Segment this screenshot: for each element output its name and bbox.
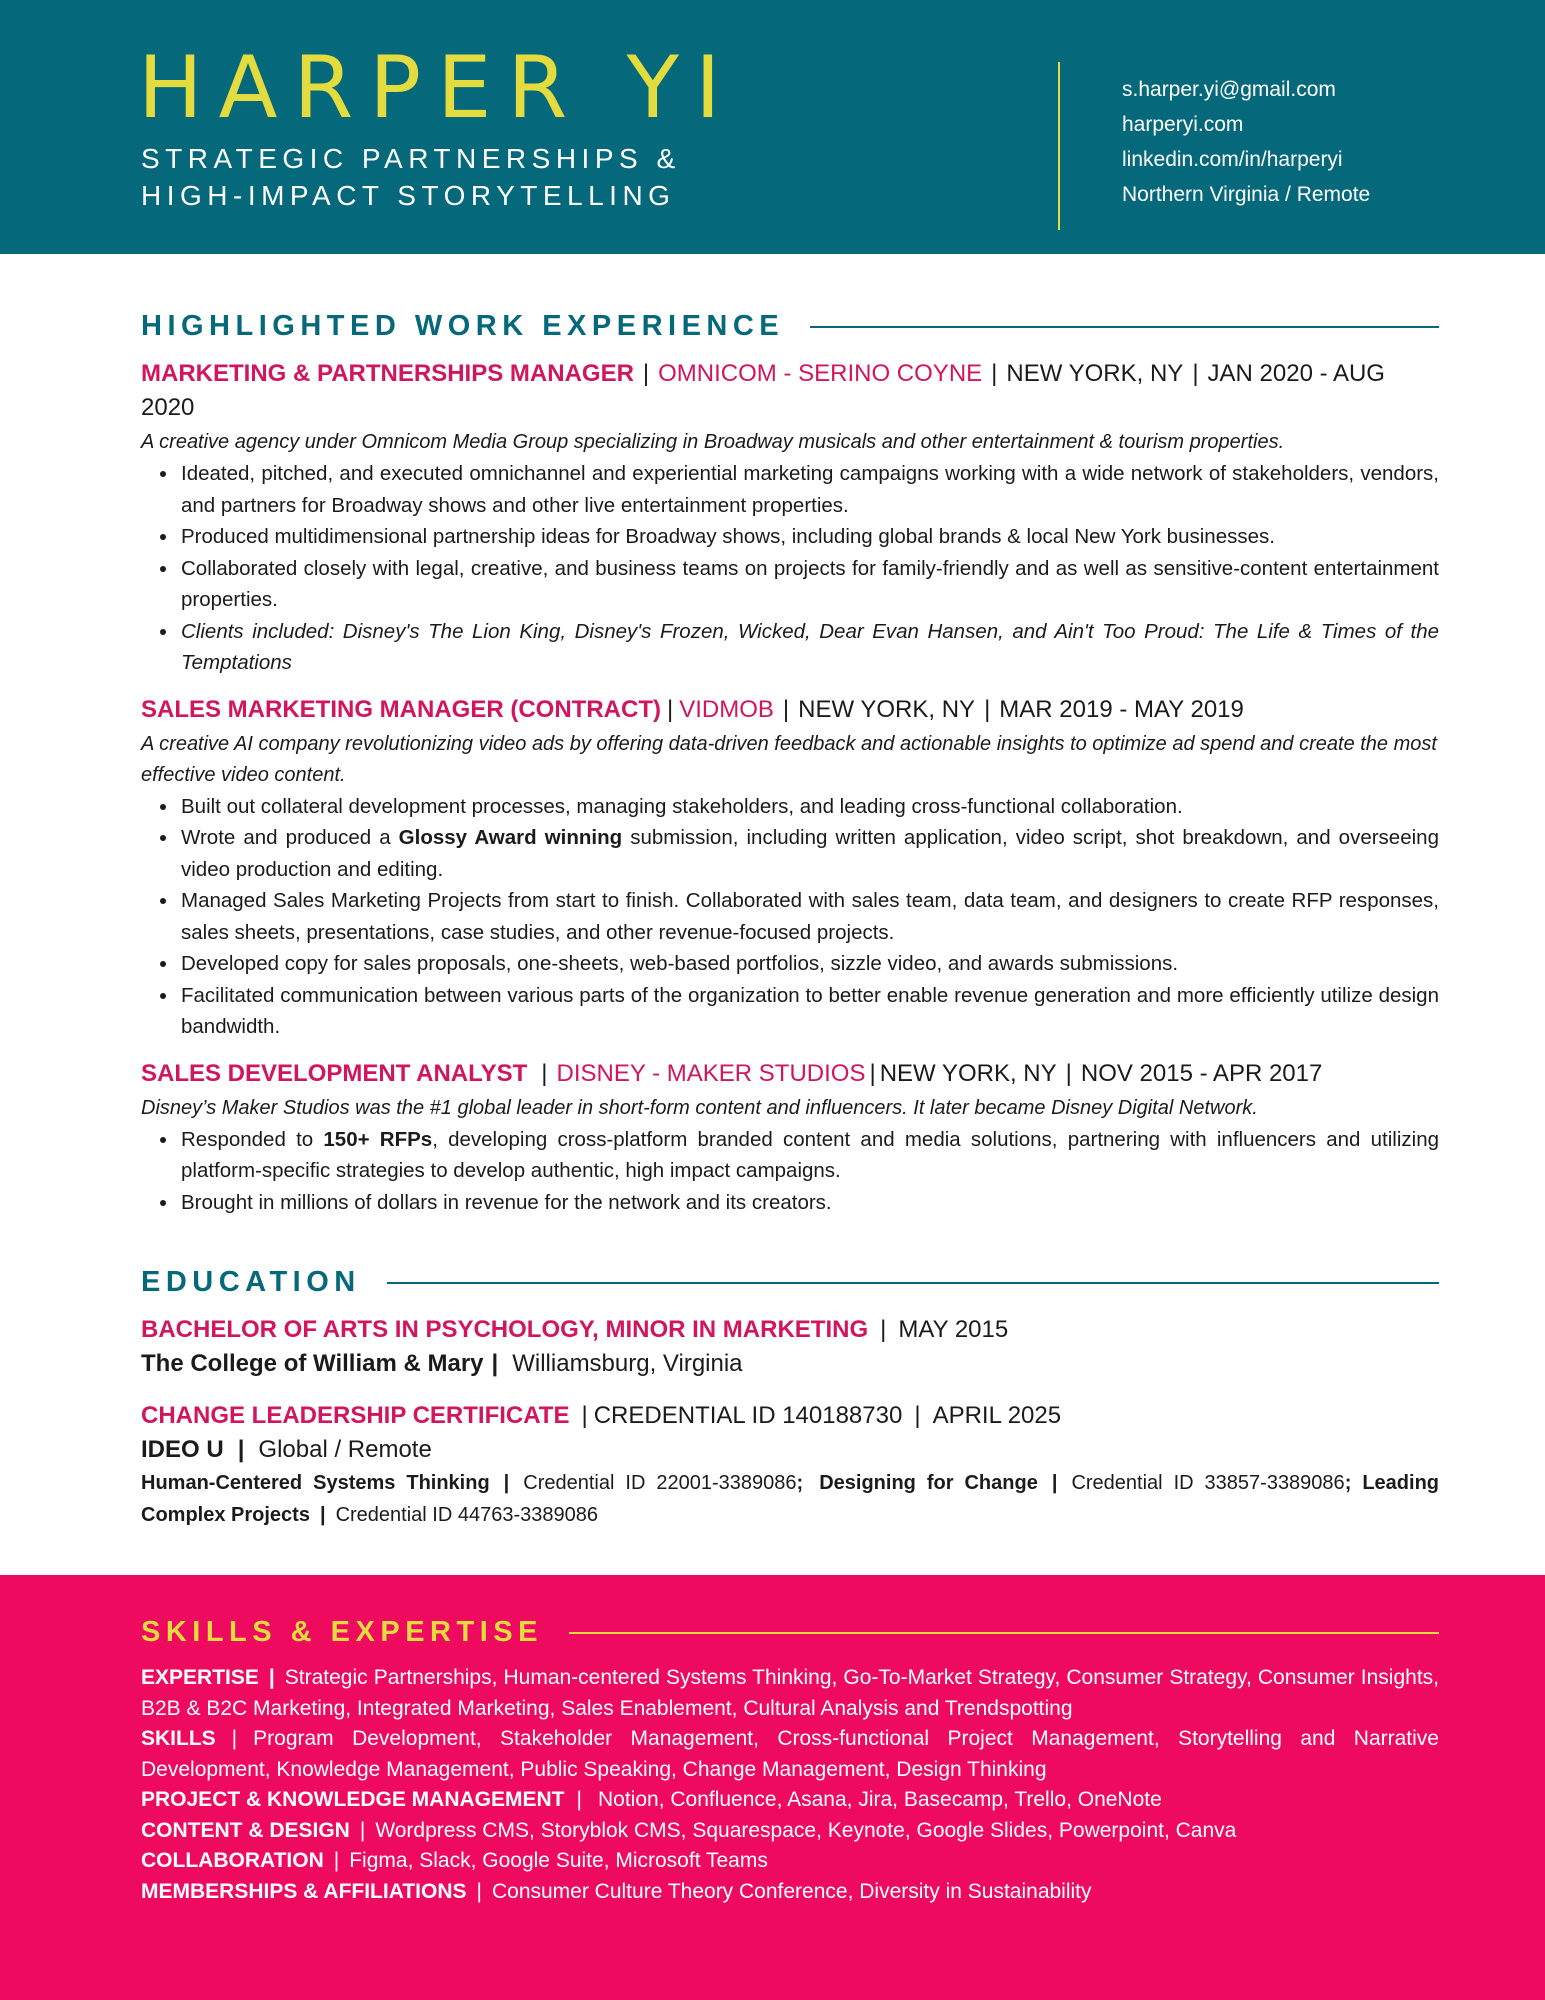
tagline: [141, 140, 1021, 214]
skill-text: Wordpress CMS, Storyblok CMS, Squarespace, Keynote, Google Slides, Powerpoint, Canva: [375, 1818, 1237, 1842]
skill-row: PROJECT & KNOWLEDGE MANAGEMENT | Notion, Confluence, Asana, Jira, Basecamp, Trello, OneNote: [141, 1788, 1162, 1811]
course-credential: Credential ID 44763-3389086: [335, 1504, 598, 1526]
award-highlight: Glossy Award winning: [398, 826, 623, 849]
skill-label: SKILLS: [141, 1727, 216, 1750]
job-location: NEW YORK, NY: [798, 695, 976, 723]
candidate-name: HARPER YI: [138, 38, 737, 138]
job-bullet: • Built out collateral development processes, managing stakeholders, and leading cross-functional collaboration.: [179, 791, 1439, 823]
skills-heading-rule: [569, 1632, 1439, 1634]
experience-heading-title: HIGHLIGHTED WORK EXPERIENCE: [141, 310, 785, 342]
experience-section: [141, 357, 1439, 1218]
job-header: SALES DEVELOPMENT ANALYST | DISNEY - MAKER STUDIOS | NEW YORK, NY | NOV 2015 - APR 2017: [141, 1059, 1323, 1087]
education-heading-rule: [387, 1282, 1439, 1284]
job-bullets: [141, 458, 1439, 679]
skill-text: Strategic Partnerships, Human-centered Systems Thinking, Go-To-Market Strategy, Consumer Strategy, Consumer Insights, B2B & B2C Marketing, Integrated Marketing, Sales Enablement, Cultural Analysis and Trendspotting: [141, 1666, 1439, 1720]
job-bullets: [141, 791, 1439, 1043]
certificate-school-line: IDEO U | Global / Remote: [141, 1436, 432, 1463]
skill-row: COLLABORATION | Figma, Slack, Google Suite, Microsoft Teams: [141, 1849, 768, 1872]
school-line: The College of William & Mary | Williamsburg, Virginia: [141, 1350, 743, 1377]
job-company: DISNEY - MAKER STUDIOS: [556, 1059, 866, 1087]
contact-website[interactable]: harperyi.com: [1122, 113, 1244, 136]
job-location: NEW YORK, NY: [1006, 360, 1184, 387]
skill-text: Consumer Culture Theory Conference, Diversity in Sustainability: [491, 1879, 1092, 1903]
course-credentials: Human-Centered Systems Thinking | Credential ID 22001-3389086; Designing for Change | Credential ID 33857-3389086; Leading Complex Projects | Credential ID 44763-3389086: [141, 1472, 1440, 1526]
school-location: Williamsburg, Virginia: [512, 1350, 743, 1377]
course-name: Leading Complex Projects: [141, 1472, 1440, 1526]
course-credential: Credential ID 33857-3389086: [1071, 1472, 1345, 1494]
certificate-school: IDEO U: [141, 1436, 224, 1463]
course-credential: Credential ID 22001-3389086: [523, 1472, 797, 1494]
tagline-line-2: HIGH-IMPACT STORYTELLING: [141, 180, 676, 211]
rfp-highlight: 150+ RFPs: [323, 1127, 433, 1151]
job-bullet: • Wrote and produced a Glossy Award winning submission, including written application, video script, shot breakdown, and overseeing video production and editing.: [179, 822, 1439, 885]
contact-location: Northern Virginia / Remote: [1122, 183, 1371, 206]
contact-info: [1122, 72, 1370, 212]
certificate-line: CHANGE LEADERSHIP CERTIFICATE | CREDENTIAL ID 140188730 | APRIL 2025: [141, 1402, 1062, 1429]
skills-heading: [141, 1616, 1439, 1649]
contact-linkedin[interactable]: linkedin.com/in/harperyi: [1122, 148, 1343, 171]
education-heading-title: EDUCATION: [141, 1266, 361, 1298]
job-title: SALES MARKETING MANAGER (CONTRACT): [141, 695, 661, 723]
certificate-date: APRIL 2025: [932, 1402, 1062, 1429]
job-description: A creative AI company revolutionizing video ads by offering data-driven feedback and actionable insights to optimize ad spend and create the most effective video content.: [141, 732, 1437, 786]
job-company: OMNICOM - SERINO COYNE: [658, 360, 983, 387]
skill-text: Program Development, Stakeholder Management, Cross-functional Project Management, Storytelling and Narrative Development, Knowledge Management, Public Speaking, Change Management, Design Thinking: [141, 1727, 1439, 1781]
job-bullets: [141, 1124, 1439, 1219]
contact-email[interactable]: s.harper.yi@gmail.com: [1122, 78, 1336, 101]
header-banner: [0, 0, 1545, 254]
job-bullet: • Facilitated communication between various parts of the organization to better enable revenue generation and more efficiently utilize design bandwidth.: [179, 980, 1439, 1043]
skill-label: COLLABORATION: [141, 1849, 324, 1872]
job-dates: NOV 2015 - APR 2017: [1080, 1059, 1323, 1087]
degree-line: BACHELOR OF ARTS IN PSYCHOLOGY, MINOR IN MARKETING | MAY 2015: [141, 1316, 1009, 1343]
skill-text: Figma, Slack, Google Suite, Microsoft Teams: [349, 1849, 768, 1872]
job-dates: JAN 2020 - AUG 2020: [141, 360, 1385, 421]
job-description: A creative agency under Omnicom Media Group specializing in Broadway musicals and other entertainment & tourism properties.: [141, 431, 1285, 453]
job-title: MARKETING & PARTNERSHIPS MANAGER: [141, 360, 634, 387]
tagline-line-1: STRATEGIC PARTNERSHIPS &: [141, 143, 681, 174]
skill-label: PROJECT & KNOWLEDGE MANAGEMENT: [141, 1788, 565, 1811]
job-dates: MAR 2019 - MAY 2019: [999, 695, 1244, 723]
job-description: Disney’s Maker Studios was the #1 global leader in short-form content and influencers. It later became Disney Digital Network.: [141, 1096, 1258, 1119]
job-bullet: • Developed copy for sales proposals, one-sheets, web-based portfolios, sizzle video, and awards submissions.: [179, 948, 1439, 980]
job-header: MARKETING & PARTNERSHIPS MANAGER | OMNICOM - SERINO COYNE | NEW YORK, NY | JAN 2020 - AUG 2020: [141, 360, 1385, 421]
experience-heading: [141, 310, 1439, 343]
certificate-title: CHANGE LEADERSHIP CERTIFICATE: [141, 1402, 570, 1429]
skill-label: CONTENT & DESIGN: [141, 1818, 350, 1842]
skill-row: EXPERTISE | Strategic Partnerships, Human-centered Systems Thinking, Go-To-Market Strategy, Consumer Strategy, Consumer Insights, B2B & B2C Marketing, Integrated Marketing, Sales Enablement, Cultural Analysis and Trendspotting: [141, 1666, 1439, 1720]
education-heading: [141, 1266, 1439, 1299]
course-name: Human-Centered Systems Thinking: [141, 1472, 490, 1494]
skill-label: MEMBERSHIPS & AFFILIATIONS: [141, 1879, 467, 1903]
degree-title: BACHELOR OF ARTS IN PSYCHOLOGY, MINOR IN MARKETING: [141, 1316, 869, 1343]
skills-heading-title: SKILLS & EXPERTISE: [141, 1616, 543, 1648]
education-section: [141, 1313, 1439, 1531]
job-bullet: • Managed Sales Marketing Projects from start to finish. Collaborated with sales team, data team, and designers to create RFP responses, sales sheets, presentations, case studies, and other revenue-focused projects.: [179, 885, 1439, 948]
degree-date: MAY 2015: [898, 1316, 1009, 1343]
certificate-location: Global / Remote: [258, 1436, 432, 1463]
school-name: The College of William & Mary: [141, 1350, 484, 1377]
job-bullet: • Ideated, pitched, and executed omnichannel and experiential marketing campaigns working with a wide network of stakeholders, vendors, and partners for Broadway shows and other live entertainment properties.: [179, 458, 1439, 521]
skill-row: CONTENT & DESIGN | Wordpress CMS, Storyblok CMS, Squarespace, Keynote, Google Slides, Powerpoint, Canva: [141, 1818, 1237, 1842]
job-bullet: • Collaborated closely with legal, creative, and business teams on projects for family-friendly and as well as sensitive-content entertainment properties.: [179, 553, 1439, 616]
skill-row: SKILLS | Program Development, Stakeholder Management, Cross-functional Project Management, Storytelling and Narrative Development, Knowledge Management, Public Speaking, Change Management, Design Thinking: [141, 1727, 1439, 1781]
job-bullet: • Clients included: Disney's The Lion King, Disney's Frozen, Wicked, Dear Evan Hansen, and Ain't Too Proud: The Life & Times of the Temptations: [179, 616, 1439, 679]
job-title: SALES DEVELOPMENT ANALYST: [141, 1059, 528, 1087]
job-header: SALES MARKETING MANAGER (CONTRACT) | VIDMOB | NEW YORK, NY | MAR 2019 - MAY 2019: [141, 695, 1244, 723]
job-bullet: • Brought in millions of dollars in revenue for the network and its creators.: [179, 1187, 1439, 1219]
header-divider: [1058, 62, 1060, 230]
job-bullet: • Responded to 150+ RFPs, developing cross-platform branded content and media solutions, partnering with influencers and utilizing platform-specific strategies to develop authentic, high impact campaigns.: [179, 1124, 1439, 1187]
job-location: NEW YORK, NY: [879, 1059, 1057, 1087]
experience-heading-rule: [810, 326, 1439, 328]
job-company: VIDMOB: [679, 695, 774, 723]
certificate-credential: CREDENTIAL ID 140188730: [593, 1402, 903, 1429]
skill-text: Notion, Confluence, Asana, Jira, Basecamp, Trello, OneNote: [597, 1788, 1162, 1811]
skill-label: EXPERTISE: [141, 1666, 259, 1689]
job-bullet: • Produced multidimensional partnership ideas for Broadway shows, including global brands & local New York businesses.: [179, 521, 1439, 553]
course-name: Designing for Change: [819, 1472, 1038, 1494]
skill-row: MEMBERSHIPS & AFFILIATIONS | Consumer Culture Theory Conference, Diversity in Sustainability: [141, 1879, 1092, 1903]
skills-list: [141, 1663, 1439, 1907]
